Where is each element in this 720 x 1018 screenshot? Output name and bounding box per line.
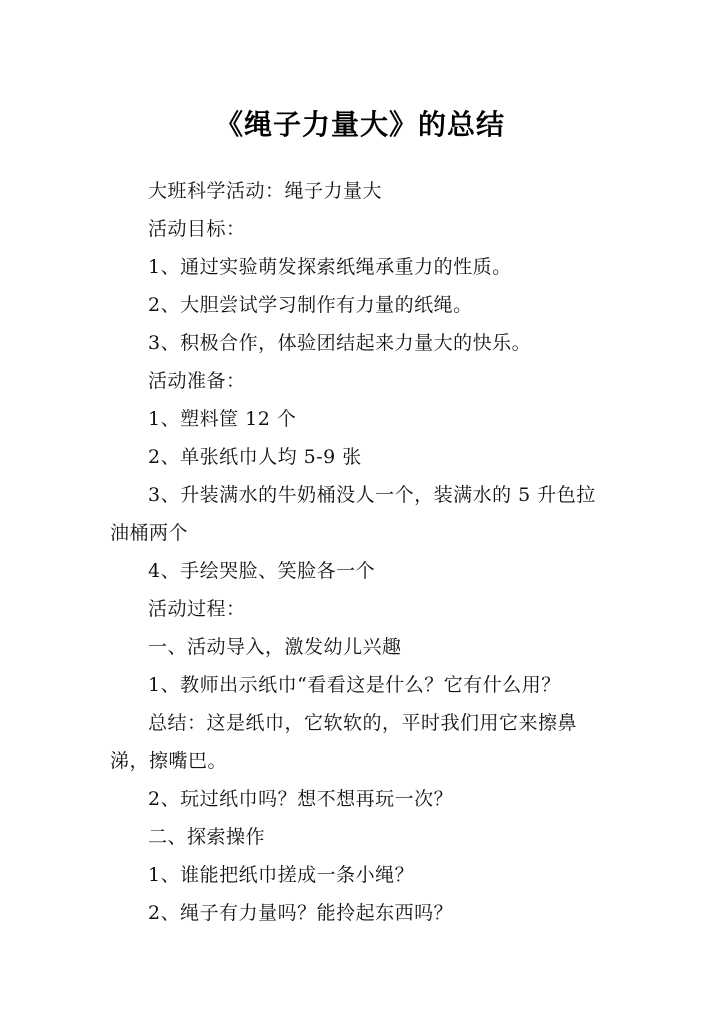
paragraph: 总结：这是纸巾，它软软的，平时我们用它来擦鼻涕，擦嘴巴。 — [110, 712, 578, 772]
paragraph: 3、升装满水的牛奶桶没人一个，装满水的 5 升色拉油桶两个 — [110, 484, 596, 544]
paragraph: 2、绳子有力量吗？能拎起东西吗？ — [148, 902, 454, 924]
paragraph: 4、手绘哭脸、笑脸各一个 — [148, 560, 376, 582]
paragraph: 2、大胆尝试学习制作有力量的纸绳。 — [148, 294, 473, 316]
paragraph: 3、积极合作，体验团结起来力量大的快乐。 — [148, 332, 532, 354]
paragraph: 1、教师出示纸巾“看看这是什么？它有什么用？ — [148, 674, 561, 696]
document-body — [110, 172, 610, 932]
paragraph: 1、谁能把纸巾搓成一条小绳？ — [148, 864, 415, 886]
page-title: 《绳子力量大》的总结 — [214, 107, 505, 141]
paragraph: 活动目标： — [148, 218, 246, 240]
paragraph: 2、单张纸巾人均 5-9 张 — [148, 446, 362, 468]
paragraph: 二、探索操作 — [148, 826, 266, 848]
paragraph: 1、通过实验萌发探索纸绳承重力的性质。 — [148, 256, 512, 278]
paragraph: 大班科学活动：绳子力量大 — [148, 180, 383, 202]
paragraph: 活动过程： — [148, 598, 246, 620]
paragraph: 一、活动导入，激发幼儿兴趣 — [148, 636, 402, 658]
paragraph: 1、塑料筐 12 个 — [148, 408, 297, 430]
paragraph: 活动准备： — [148, 370, 246, 392]
paragraph: 2、玩过纸巾吗？想不想再玩一次？ — [148, 788, 454, 810]
